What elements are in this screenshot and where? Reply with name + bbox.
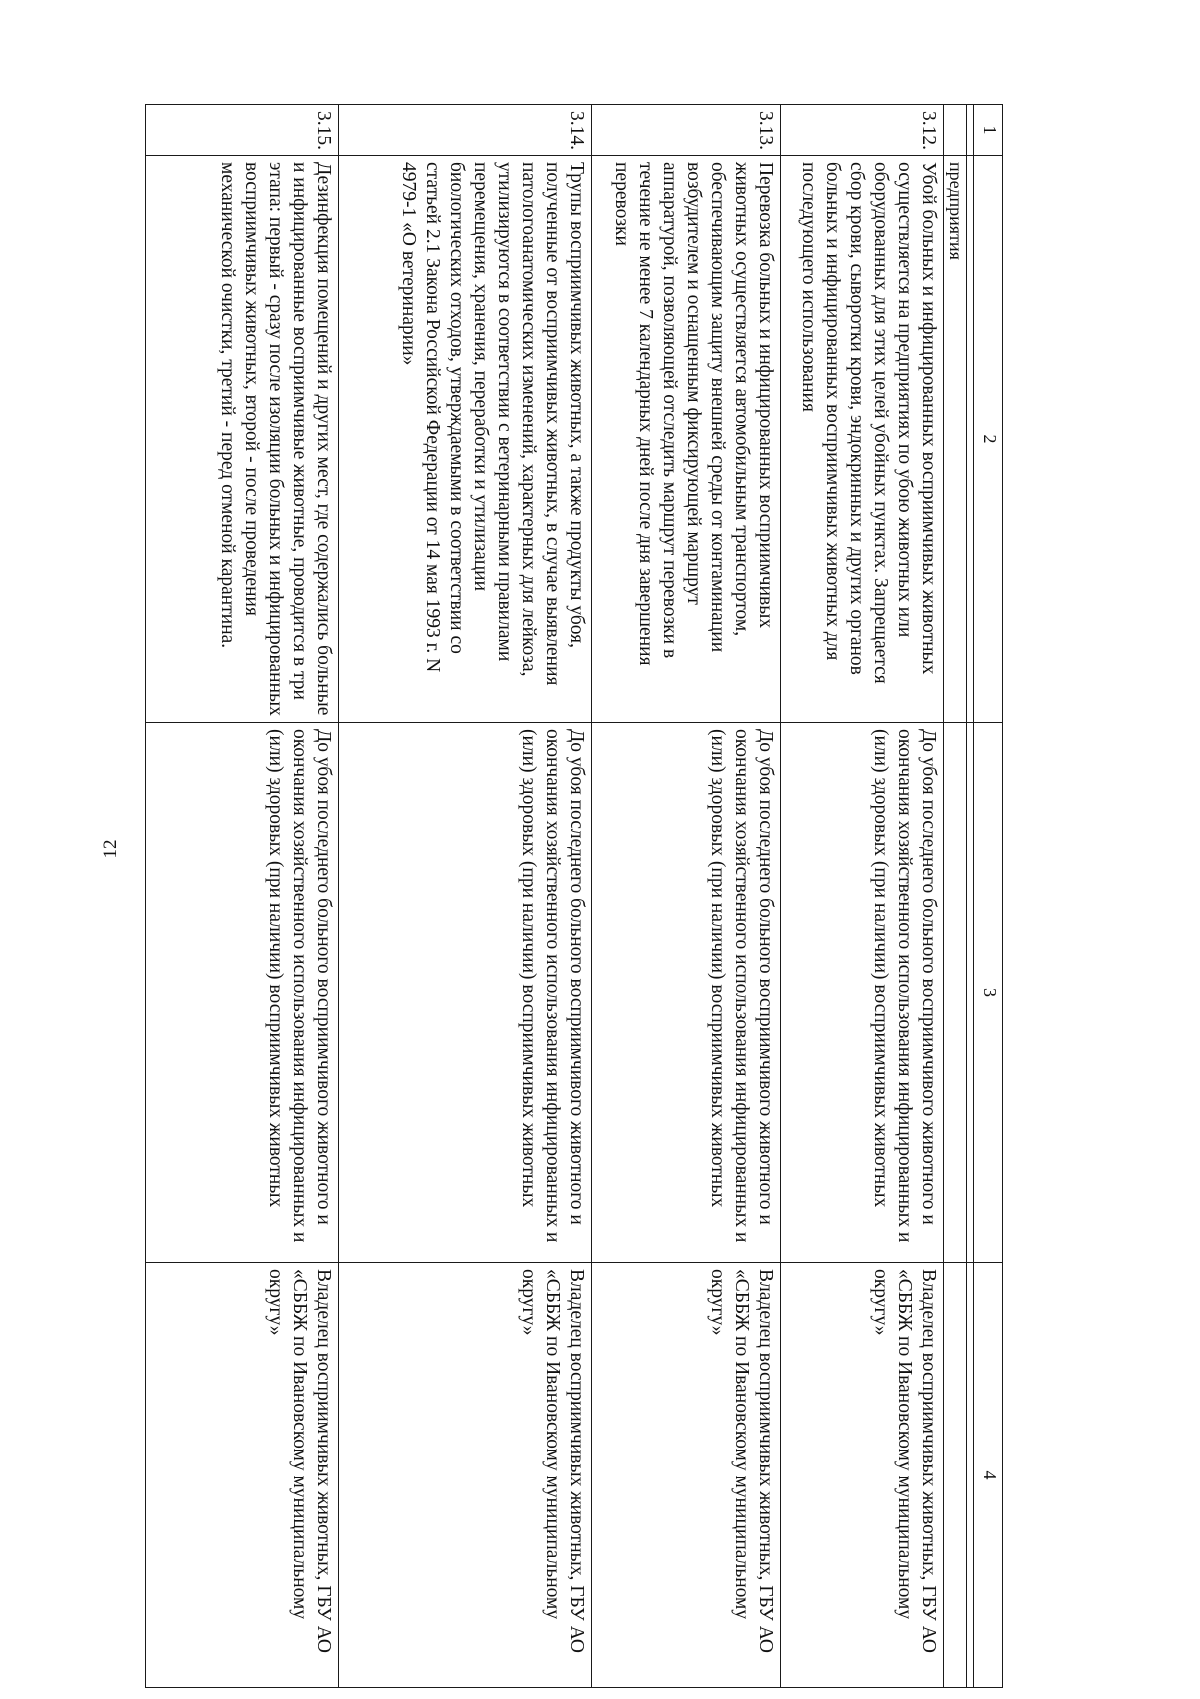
table-row — [592, 105, 781, 1688]
deadline-cell: До убоя последнего больного восприимчивого животного и окончания хозяйственного использования инфицированных и (или) здоровых (при наличии) восприимчивых животных — [592, 723, 781, 1263]
carryover-text: предприятия — [944, 156, 967, 723]
responsible-cell: Владелец восприимчивых животных, ГБУ АО «СББЖ по Ивановскому муниципальному округу» — [339, 1263, 592, 1688]
measure-cell: Перевозка больных и инфицированных восприимчивых животных осуществляется автомобильным транспортом, обеспечивающим защиту внешней среды от контаминации возбудителем и оснащенным фиксирующей маршрут аппаратурой, позволяющей отследить маршрут перевозки в течение не менее 7 календарных дней после дня завершения перевозки — [592, 156, 781, 723]
header-col-3: 3 — [974, 723, 1003, 1263]
measure-cell: Трупы восприимчивых животных, а также продукты убоя, полученные от восприимчивых животных, в случае выявления патологоанатомических изменений, характерных для лейкоза, утилизируются в соответствии с ветеринарными правилами перемещения, хранения, переработки и утилизации биологических отходов, утверждаемыми в соответствии со статьей 2.1 Закона Российской Федерации от 14 мая 1993 г. N 4979-1 «О ветеринарии» — [339, 156, 592, 723]
table-header-row — [974, 105, 1003, 1688]
table-row — [781, 105, 944, 1688]
page-number: 12 — [100, 839, 121, 859]
header-col-1: 1 — [974, 105, 1003, 156]
rotated-page-content — [161, 104, 1003, 1687]
spacer-row — [967, 105, 974, 1688]
responsible-cell: Владелец восприимчивых животных, ГБУ АО «СББЖ по Ивановскому муниципальному округу» — [592, 1263, 781, 1688]
header-col-4: 4 — [974, 1263, 1003, 1688]
responsible-cell: Владелец восприимчивых животных, ГБУ АО «СББЖ по Ивановскому муниципальному округу» — [781, 1263, 944, 1688]
row-number: 3.13. — [592, 105, 781, 156]
measure-cell: Дезинфекция помещений и других мест, где содержались больные и инфицированные восприимчивые животные, проводится в три этапа: первый - сразу после изоляции больных и инфицированных восприимчивых животных, второй - после проведения механической очистки, третий - перед отменой карантина. — [146, 156, 339, 723]
deadline-cell: До убоя последнего больного восприимчивого животного и окончания хозяйственного использования инфицированных и (или) здоровых (при наличии) восприимчивых животных — [339, 723, 592, 1263]
row-number: 3.12. — [781, 105, 944, 156]
measure-cell: Убой больных и инфицированных восприимчивых животных осуществляется на предприятиях по убою животных или оборудованных для этих целей убойных пунктах. Запрещается сбор крови, сыворотки крови, эндокринных и других органов больных и инфицированных восприимчивых животных для последующего использования — [781, 156, 944, 723]
deadline-cell: До убоя последнего больного восприимчивого животного и окончания хозяйственного использования инфицированных и (или) здоровых (при наличии) восприимчивых животных — [146, 723, 339, 1263]
header-col-2: 2 — [974, 156, 1003, 723]
measures-table — [145, 104, 1003, 1688]
table-row — [339, 105, 592, 1688]
carryover-row — [944, 105, 967, 1688]
row-number: 3.14. — [339, 105, 592, 156]
deadline-cell: До убоя последнего больного восприимчивого животного и окончания хозяйственного использования инфицированных и (или) здоровых (при наличии) восприимчивых животных — [781, 723, 944, 1263]
table-row — [146, 105, 339, 1688]
row-number: 3.15. — [146, 105, 339, 156]
responsible-cell: Владелец восприимчивых животных, ГБУ АО «СББЖ по Ивановскому муниципальному округу» — [146, 1263, 339, 1688]
